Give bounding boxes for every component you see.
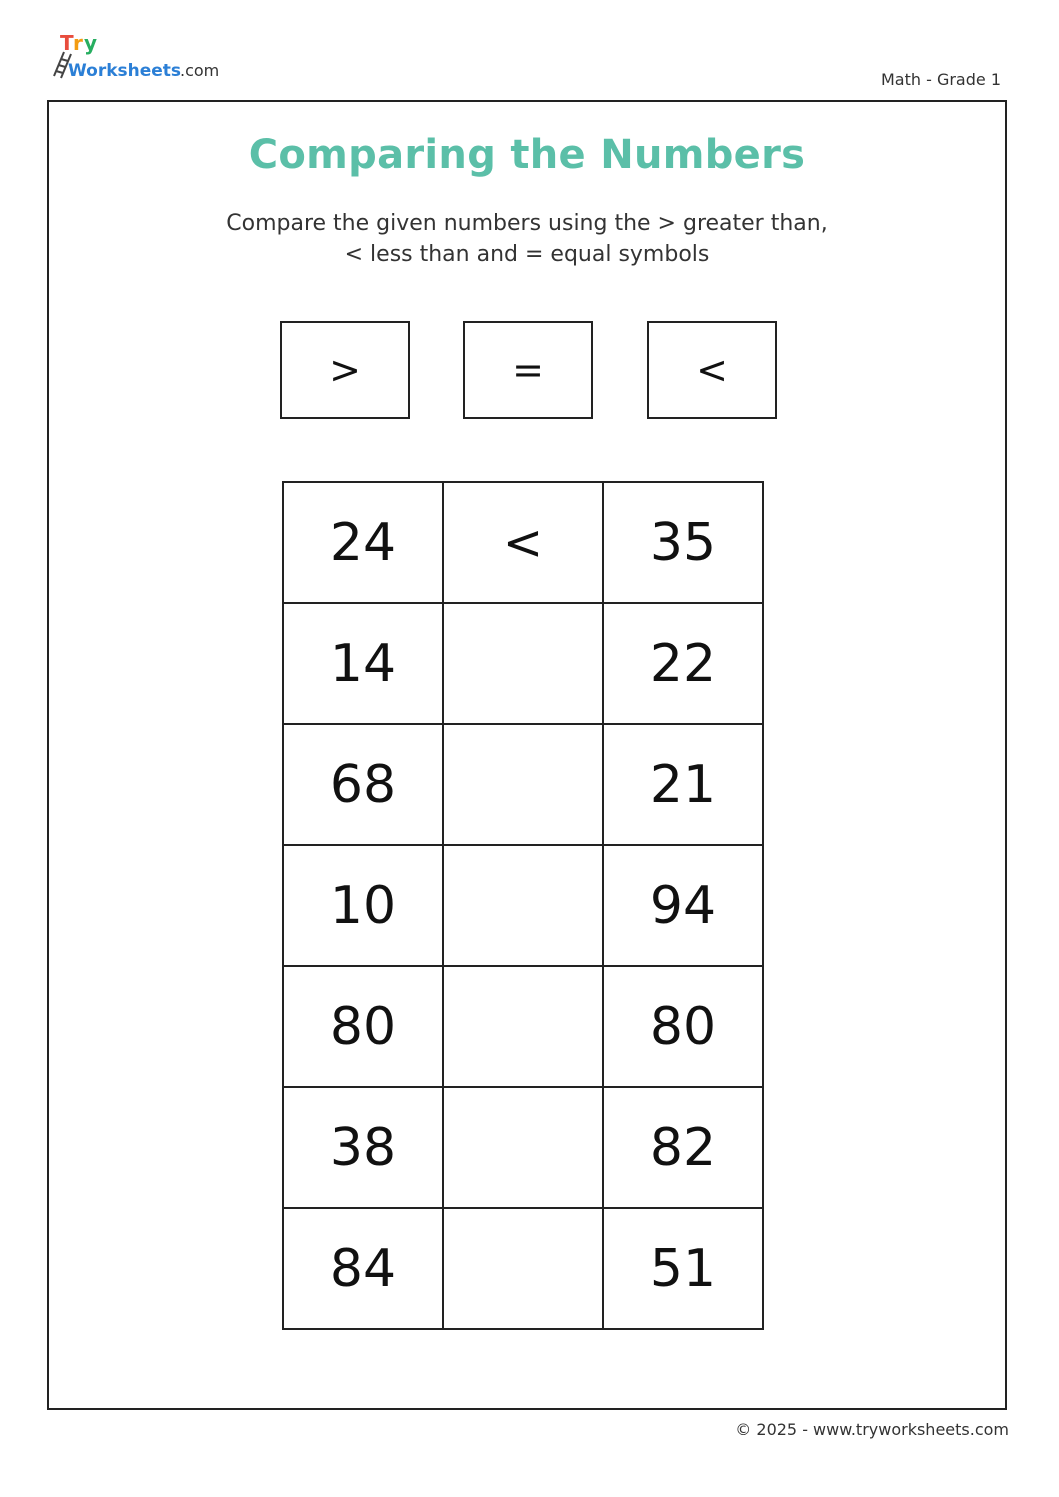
right-number-cell: 82	[603, 1087, 763, 1208]
left-number-cell: 84	[283, 1208, 443, 1329]
symbol-answer-cell[interactable]	[443, 603, 603, 724]
symbol-answer-cell[interactable]: <	[443, 482, 603, 603]
left-number-cell: 24	[283, 482, 443, 603]
symbol-equal: =	[463, 321, 593, 419]
right-number-cell: 51	[603, 1208, 763, 1329]
left-number-cell: 38	[283, 1087, 443, 1208]
tryworksheets-logo[interactable]	[50, 30, 240, 84]
instructions-line-1: Compare the given numbers using the > greater than,	[226, 211, 828, 236]
right-number-cell: 80	[603, 966, 763, 1087]
subject-label: Math - Grade 1	[880, 70, 1001, 89]
left-number-cell: 14	[283, 603, 443, 724]
logo-suffix: .com	[180, 61, 220, 80]
symbol-answer-cell[interactable]	[443, 1208, 603, 1329]
table-row	[283, 724, 763, 845]
right-number-cell: 22	[603, 603, 763, 724]
logo-letter-r: r	[73, 31, 83, 55]
table-row	[283, 966, 763, 1087]
right-number-cell: 35	[603, 482, 763, 603]
symbol-answer-cell[interactable]	[443, 845, 603, 966]
table-row	[283, 1087, 763, 1208]
symbol-greater-than: >	[280, 321, 410, 419]
table-row	[283, 1208, 763, 1329]
left-number-cell: 68	[283, 724, 443, 845]
footer-copyright: © 2025 - www.tryworksheets.com	[735, 1420, 1009, 1439]
instructions	[47, 208, 1007, 270]
right-number-cell: 94	[603, 845, 763, 966]
logo-letter-y: y	[84, 31, 98, 55]
symbol-answer-cell[interactable]	[443, 724, 603, 845]
table-row	[283, 603, 763, 724]
logo-worksheets: Worksheets	[68, 61, 182, 81]
left-number-cell: 10	[283, 845, 443, 966]
table-row	[283, 845, 763, 966]
instructions-line-2: < less than and = equal symbols	[344, 242, 710, 267]
comparison-table	[282, 481, 764, 1330]
right-number-cell: 21	[603, 724, 763, 845]
page-title: Comparing the Numbers	[248, 132, 806, 178]
symbol-less-than: <	[647, 321, 777, 419]
table-row	[283, 482, 763, 603]
left-number-cell: 80	[283, 966, 443, 1087]
symbol-answer-cell[interactable]	[443, 966, 603, 1087]
symbol-answer-cell[interactable]	[443, 1087, 603, 1208]
logo-letter-t: T	[60, 31, 74, 55]
